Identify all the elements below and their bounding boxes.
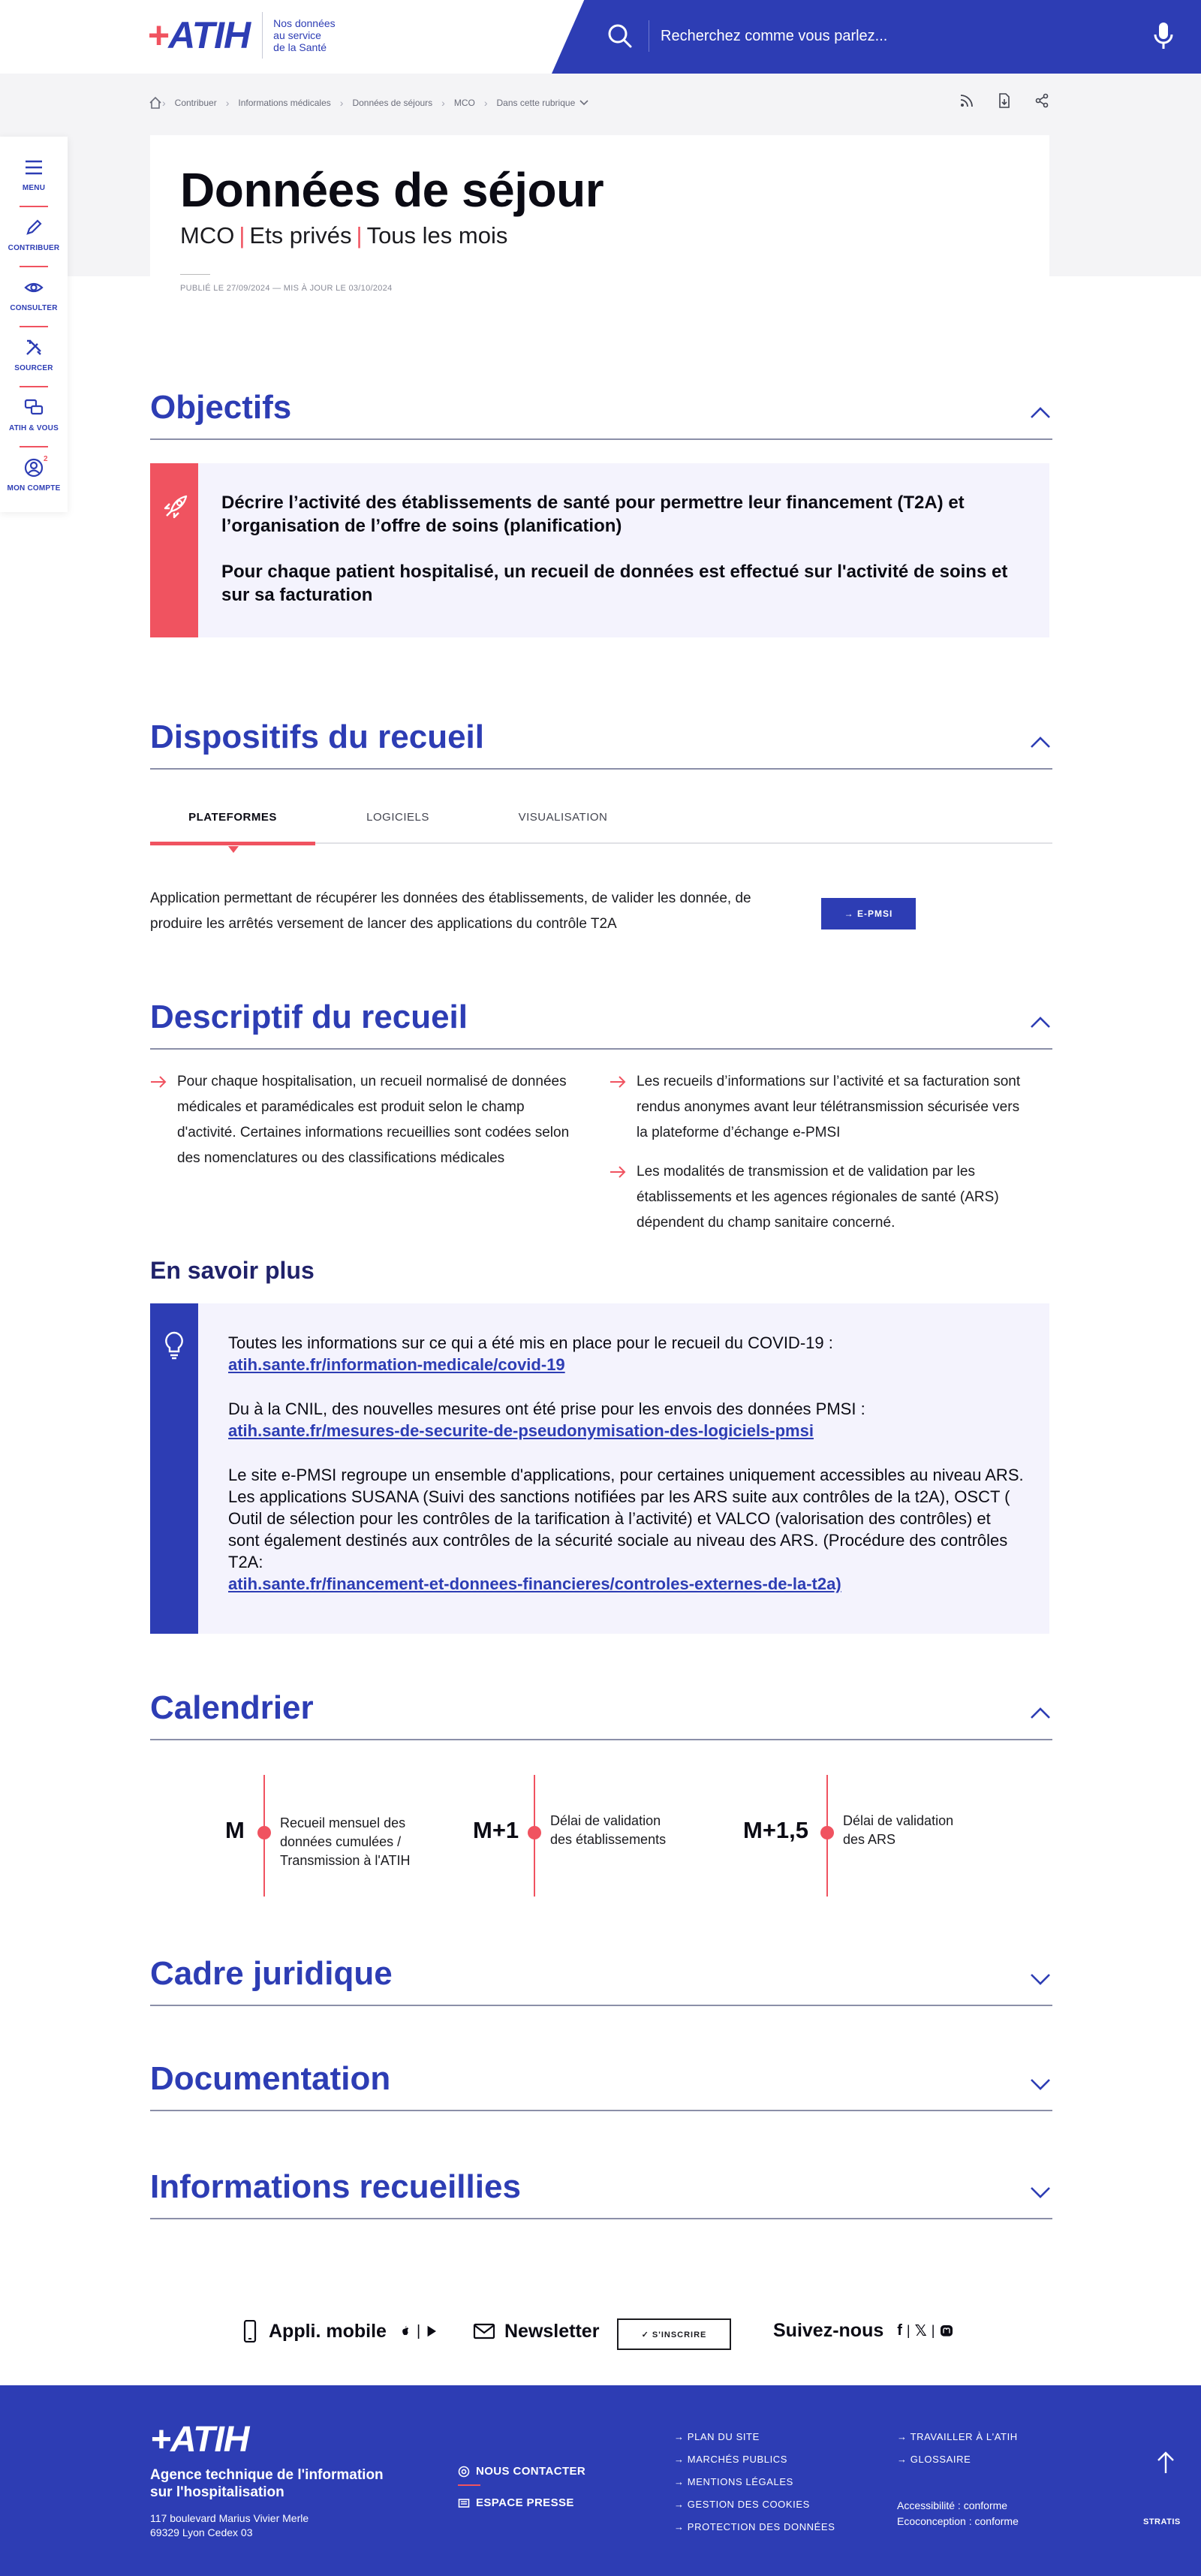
chevron-down-icon[interactable] [579, 100, 588, 106]
breadcrumb-informations-medicales[interactable]: Informations médicales [238, 98, 331, 108]
site-header [0, 0, 1201, 74]
rail-contribuer-label: CONTRIBUER [8, 244, 60, 252]
section-title: Objectifs [150, 389, 292, 426]
tab-visualisation[interactable] [480, 811, 646, 824]
publication-date: PUBLIÉ LE 27/09/2024 — MIS À JOUR LE 03/10/2024 [180, 284, 393, 293]
section-informations-recueillies[interactable] [150, 2168, 1052, 2219]
tagline-line-1: Nos données [273, 17, 336, 29]
list-item [610, 1159, 1030, 1236]
tab-logiciels[interactable] [315, 811, 480, 824]
chat-bubbles-icon [24, 398, 44, 417]
search-icon[interactable] [607, 23, 634, 50]
rail-mon-compte[interactable] [0, 455, 68, 494]
calendar-code: M+1,5 [743, 1817, 809, 1843]
rail-sourcer-label: SOURCER [14, 364, 53, 372]
arrow-right-icon [150, 1075, 167, 1089]
publication-divider [180, 274, 210, 275]
subtitle-frequency: Tous les mois [366, 222, 508, 249]
rail-divider [20, 266, 48, 267]
social-links [773, 2320, 954, 2342]
facebook-icon[interactable]: f [897, 2322, 902, 2339]
chevron-up-icon[interactable] [1030, 1017, 1051, 1029]
cnil-link[interactable]: atih.sante.fr/mesures-de-securite-de-pseudonymisation-des-logiciels-pmsi [228, 1421, 814, 1440]
microphone-icon[interactable] [1151, 21, 1175, 51]
ecoconception-link[interactable]: Ecoconception : conforme [897, 2515, 1019, 2527]
contact-label: NOUS CONTACTER [476, 2465, 586, 2478]
footer-link-mentions-legales[interactable]: → MENTIONS LÉGALES [674, 2476, 793, 2487]
footer-link-gestion-cookies[interactable]: → GESTION DES COOKIES [674, 2499, 810, 2510]
rail-divider [20, 386, 48, 387]
info-text: Le site e-PMSI regroupe un ensemble d'applications, pour certaines uniquement accessibles au niveau ARS. Les applications SUSANA (Suivi des sanctions notifiées par les ARS suite aux contrôles de la t2A), OSCT ( Outil de sélection pour les contrôles de la tarification à l’activité) et VALCO (valorisation des contrôles) et sont également destinés aux contrôles de la sécurité sociale au niveau des ARS. (Procédure des contrôles T2A: [228, 1466, 1024, 1571]
arrow-right-icon [610, 1165, 626, 1179]
rail-consulter[interactable] [0, 278, 68, 314]
dispositifs-tabs [150, 797, 1052, 844]
rail-atih-vous-label: ATIH & VOUS [9, 424, 59, 432]
footer-organization: Agence technique de l'information sur l'hospitalisation [150, 2467, 384, 2500]
tab-plateformes[interactable] [150, 811, 315, 824]
descriptif-left-list [150, 1069, 570, 1185]
site-footer [0, 2385, 1201, 2576]
logo-divider [262, 12, 263, 59]
section-title: Descriptif du recueil [150, 999, 468, 1035]
address-line-1: 117 boulevard Marius Vivier Merle [150, 2512, 309, 2524]
rail-sourcer[interactable] [0, 338, 68, 374]
social-separator: | [931, 2323, 935, 2338]
newsletter-label: Newsletter [504, 2320, 600, 2342]
list-item-text: Pour chaque hospitalisation, un recueil normalisé de données médicales et paramédicales est produit selon le champ d'activité. Certaines informations recueillies sont codées selon des nomenclatures ou des classifications médicales [177, 1074, 570, 1166]
footer-link-glossaire[interactable]: → GLOSSAIRE [897, 2454, 971, 2465]
footer-link-protection-donnees[interactable]: → PROTECTION DES DONNÉES [674, 2521, 835, 2532]
section-title: Calendrier [150, 1689, 314, 1726]
info-accent [150, 1303, 198, 1634]
suivez-nous-label: Suivez-nous [773, 2320, 884, 2341]
info-text: Toutes les informations sur ce qui a été mis en place pour le recueil du COVID-19 : [228, 1333, 833, 1352]
press-label: ESPACE PRESSE [476, 2496, 574, 2509]
info-paragraph-covid [228, 1332, 1024, 1375]
calendar-description: Délai de validation des ARS [843, 1813, 954, 1847]
footer-address [150, 2511, 309, 2540]
eye-icon [24, 278, 44, 297]
calendar-description: Délai de validation des établissements [550, 1813, 667, 1847]
tools-icon [24, 338, 44, 357]
hamburger-icon [24, 158, 44, 177]
list-item [610, 1069, 1030, 1146]
objectif-paragraph-2: Pour chaque patient hospitalisé, un recueil de données est effectué sur l'activité de soins et sur sa facturation [221, 562, 1008, 605]
breadcrumb-mco[interactable]: MCO [453, 98, 475, 108]
section-calendrier[interactable] [150, 1689, 1052, 1740]
active-tab-underline [150, 842, 315, 845]
newspaper-icon [458, 2497, 470, 2509]
envelope-icon [473, 2320, 495, 2343]
chevron-up-icon[interactable] [1030, 737, 1051, 749]
calendar-dot [257, 1826, 271, 1839]
newsletter-subscribe-button[interactable]: ✓ S'INSCRIRE [617, 2318, 731, 2350]
calendar-dot [528, 1826, 541, 1839]
breadcrumb-separator: › [441, 97, 445, 109]
plateformes-description: Application permettant de récupérer les données des établissements, de valider les donnée, de produire les arrêtés versement de lancer des applications du contrôle T2A [150, 890, 751, 932]
arrow-up-icon[interactable] [1156, 2451, 1175, 2475]
page-title: Données de séjour [180, 163, 604, 217]
pencil-icon [24, 218, 44, 237]
footer-link-travailler[interactable]: → TRAVAILLER À L'ATIH [897, 2431, 1018, 2442]
site-logo-link[interactable] [147, 12, 336, 59]
share-icon[interactable] [1034, 93, 1049, 108]
tab-logiciels-label: LOGICIELS [366, 811, 429, 824]
appli-mobile-label: Appli. mobile [269, 2320, 387, 2342]
appli-mobile [239, 2320, 438, 2343]
breadcrumb-separator: › [339, 97, 344, 109]
footer-top-bar [0, 2312, 1201, 2358]
at-sign-icon [458, 2466, 470, 2478]
calendar-dot [820, 1826, 834, 1839]
social-separator: | [906, 2323, 911, 2338]
calendar-code: M [225, 1817, 245, 1843]
calendar-description: Recueil mensuel des données cumulées / Transmission à l'ATIH [280, 1815, 411, 1868]
footer-logo-text: ATIH [170, 2420, 249, 2460]
section-descriptif[interactable] [150, 999, 1052, 1050]
logo-tagline [273, 17, 336, 53]
tab-visualisation-label: VISUALISATION [518, 811, 608, 824]
epmsi-button[interactable]: → E-PMSI [821, 898, 916, 929]
subtitle-mco: MCO [180, 222, 235, 249]
rail-divider [20, 446, 48, 447]
mastodon-icon[interactable] [939, 2324, 954, 2339]
section-title: Dispositifs du recueil [150, 719, 484, 755]
section-title: Cadre juridique [150, 1955, 393, 1992]
footer-logo[interactable]: +ATIH [150, 2420, 249, 2460]
footer-links-column-1 [674, 2426, 835, 2538]
smartphone-icon [239, 2320, 261, 2343]
rail-atih-vous[interactable] [0, 398, 68, 434]
contact-link[interactable] [458, 2465, 585, 2478]
tab-plateformes-label: PLATEFORMES [188, 811, 277, 824]
footer-link-plan-du-site[interactable]: → PLAN DU SITE [674, 2431, 760, 2442]
descriptif-right-list [610, 1069, 1030, 1249]
footer-links-column-2 [897, 2426, 1018, 2471]
footer-link-marches-publics[interactable]: → MARCHÉS PUBLICS [674, 2454, 788, 2465]
atih-logo: +ATIH [147, 14, 251, 56]
contact-underline [458, 2484, 480, 2486]
subtitle-ets-prives: Ets privés [249, 222, 352, 249]
list-item [150, 1069, 570, 1171]
info-paragraph-cnil [228, 1398, 1024, 1442]
breadcrumb-donnees-sejours[interactable]: Données de séjours [352, 98, 433, 108]
chevron-up-icon[interactable] [1030, 1707, 1051, 1719]
stratis-credit-link[interactable]: STRATIS [1143, 2517, 1181, 2526]
active-tab-caret [228, 846, 239, 853]
rail-divider [20, 326, 48, 327]
page-subtitle [180, 222, 507, 249]
covid-link[interactable]: atih.sante.fr/information-medicale/covid-19 [228, 1355, 565, 1374]
section-title: Informations recueillies [150, 2168, 521, 2205]
address-line-2: 69329 Lyon Cedex 03 [150, 2526, 253, 2538]
list-item-text: Les recueils d’informations sur l’activité et sa facturation sont rendus anonymes avant leur télétransmission sécurisée vers la plateforme d’échange e-PMSI [637, 1074, 1021, 1140]
rail-contribuer[interactable] [0, 218, 68, 254]
x-twitter-icon[interactable]: 𝕏 [914, 2323, 927, 2339]
objectifs-box [150, 463, 1049, 637]
calendar-code: M+1 [473, 1817, 519, 1843]
section-title: Documentation [150, 2060, 391, 2097]
en-savoir-plus-box [150, 1303, 1049, 1634]
controles-t2a-link[interactable]: atih.sante.fr/financement-et-donnees-financieres/controles-externes-de-la-t2a) [228, 1574, 841, 1593]
user-account-icon [24, 458, 44, 478]
tagline-line-2: au service [273, 29, 321, 41]
accessibility-link[interactable]: Accessibilité : conforme [897, 2499, 1008, 2511]
rail-menu[interactable] [0, 158, 68, 194]
section-documentation[interactable] [150, 2060, 1052, 2111]
home-icon[interactable] [149, 96, 162, 110]
info-paragraph-epmsi [228, 1464, 1024, 1595]
chevron-down-icon[interactable] [1030, 1973, 1051, 1985]
subtitle-separator: | [356, 222, 363, 249]
lightbulb-icon [162, 1330, 186, 1360]
rail-mon-compte-label: MON COMPTE [7, 484, 61, 493]
press-link[interactable] [458, 2496, 574, 2509]
chevron-up-icon[interactable] [1030, 407, 1051, 419]
objectif-paragraph-1: Décrire l’activité des établissements de santé pour permettre leur financement (T2A) et l’organisation de l’offre de soins (planification) [221, 493, 965, 536]
chevron-down-icon[interactable] [1030, 2186, 1051, 2198]
section-dispositifs[interactable] [150, 719, 1052, 770]
google-play-icon[interactable] [425, 2324, 438, 2338]
breadcrumb-separator: › [225, 97, 230, 109]
tagline-line-3: de la Santé [273, 41, 327, 53]
chevron-down-icon[interactable] [1030, 2078, 1051, 2090]
breadcrumb [149, 96, 588, 110]
rocket-icon [161, 492, 191, 522]
apple-icon[interactable] [399, 2324, 412, 2338]
page-tools [959, 93, 1049, 108]
rail-menu-label: MENU [22, 184, 46, 192]
store-separator: | [416, 2322, 421, 2339]
footer-compliance [897, 2498, 1019, 2529]
list-item-text: Les modalités de transmission et de validation par les établissements et les agences régionales de santé (ARS) dépendent du champ sanitaire concerné. [637, 1164, 999, 1231]
breadcrumb-dans-cette-rubrique[interactable]: Dans cette rubrique [496, 98, 576, 108]
arrow-right-icon [610, 1075, 626, 1089]
title-card [150, 135, 1049, 300]
breadcrumb-separator: › [483, 97, 488, 109]
rss-icon[interactable] [959, 93, 974, 108]
breadcrumb-separator: › [162, 97, 166, 109]
left-rail [0, 137, 68, 512]
rail-divider [20, 206, 48, 207]
subtitle-separator: | [239, 222, 245, 249]
newsletter [473, 2320, 599, 2343]
rail-consulter-label: CONSULTER [10, 304, 58, 312]
section-objectifs[interactable] [150, 389, 1052, 440]
account-badge: 2 [44, 455, 48, 463]
objectifs-accent [150, 463, 198, 637]
info-text: Du à la CNIL, des nouvelles mesures ont été prise pour les envois des données PMSI : [228, 1399, 865, 1418]
en-savoir-plus-title: En savoir plus [150, 1257, 315, 1284]
breadcrumb-contribuer[interactable]: Contribuer [174, 98, 217, 108]
section-cadre-juridique[interactable] [150, 1955, 1052, 2006]
pdf-download-icon[interactable] [997, 93, 1012, 108]
search-input[interactable] [661, 21, 1126, 51]
